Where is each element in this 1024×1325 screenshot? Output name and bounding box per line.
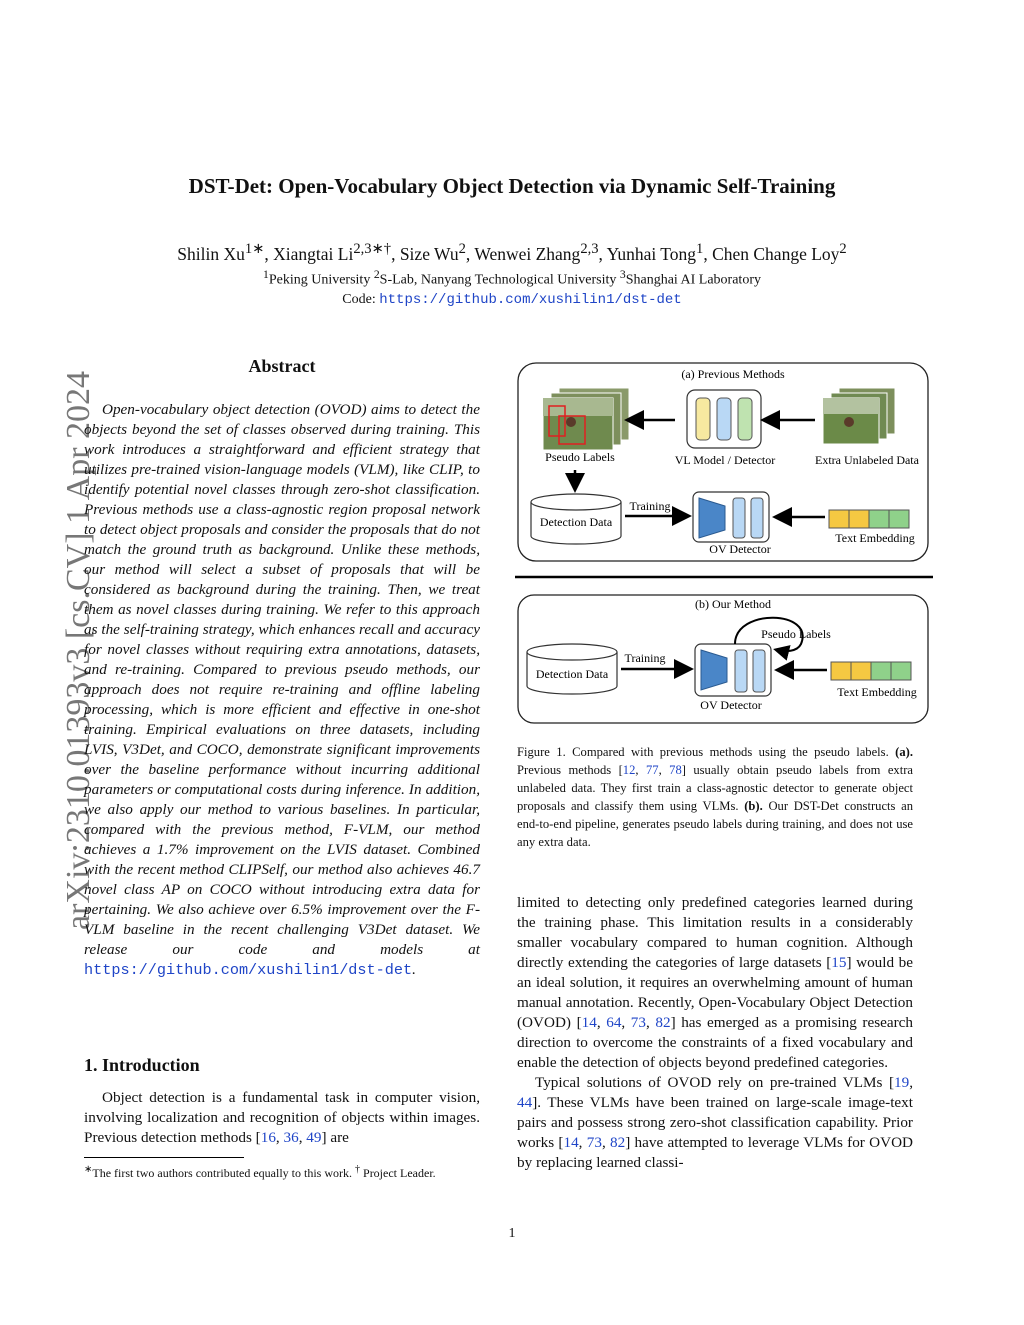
figure-caption: Figure 1. Compared with previous methods using the pseudo labels. (a). Previous methods [12, 77, 78] usually obtain pseudo labels from extra unlabeled data. They first train a class-agnostic detector to generate object proposals and classify them using VLMs. (b). Our DST-Det constructs an end-to-end pipeline, generates pseudo labels during training, and does not use any extra data. [517, 745, 914, 849]
text-embedding-label: Text Embedding [835, 531, 915, 545]
training-label: Training [629, 499, 671, 513]
author-name: Size Wu [399, 243, 459, 264]
paper-title: DST-Det: Open-Vocabulary Object Detection via Dynamic Self-Training [188, 174, 836, 198]
citation-link[interactable]: 73 [630, 1014, 646, 1031]
citation-link[interactable]: 73 [586, 1134, 602, 1151]
ov-detector-block [695, 644, 771, 696]
panel-b-title: (b) Our Method [695, 597, 771, 611]
arxiv-sidebar [22, 360, 97, 930]
citation-link[interactable]: 36 [283, 1129, 299, 1146]
extra-unlabeled-label: Extra Unlabeled Data [815, 453, 919, 467]
detection-data-label: Detection Data [535, 667, 609, 681]
vl-block [696, 398, 710, 440]
abstract-code-link[interactable]: https://github.com/xushilin1/dst-det [84, 961, 413, 979]
training-label: Training [624, 651, 666, 665]
citation-link[interactable]: 14 [581, 1014, 597, 1031]
pseudo-labels-label: Pseudo Labels [545, 450, 615, 464]
paragraph: Typical solutions of OVOD rely on pre-trained VLMs [19, 44]. These VLMs have been trained on large-scale image-text pairs and possess strong zero-shot classification capability. Prior works [14, 73, 82] have attempted to leverage VLMs for OVOD by replacing learned classi- [517, 1074, 914, 1171]
page-number: 1 [508, 1226, 516, 1241]
footnote: ∗The first two authors contributed equally to this work. † Project Leader. [84, 1164, 436, 1180]
citation-link[interactable]: 77 [645, 763, 659, 777]
citation-link[interactable]: 64 [606, 1014, 622, 1031]
pseudo-labeled-images [543, 388, 629, 450]
paragraph: limited to detecting only predefined categories learned during the training phase. This limitation results in a considerably smaller vocabulary compared to human cognition. Although directly extending the categories of large datasets [15] would be an ideal solution, it requires an overwhelming amount of human manual annotation. Recently, Open-Vocabulary Object Detection (OVOD) [14, 64, 73, 82] has emerged as a promising research direction to overcome the constraints of a fixed vocabulary and enable the detection of objects beyond predefined categories. [517, 894, 913, 1071]
embedding-cell [889, 510, 909, 528]
citation-link[interactable]: 15 [831, 954, 847, 971]
figure-1 [515, 360, 935, 730]
citation-link[interactable]: 82 [655, 1014, 671, 1031]
vl-block [738, 398, 752, 440]
right-column-text [517, 893, 913, 1173]
embedding-cell [829, 510, 849, 528]
abstract-text: Open-vocabulary object detection (OVOD) aims to detect the objects beyond the set of classes observed during training. This work introduces a straightforward and efficient strategy that utilizes pre-trained vision-language models (VLM), like CLIP, to identify potential novel classes through zero-shot classification. Previous methods use a class-agnostic region proposal network to detect object proposals and consider the proposals that do not match the ground truth as background. Unlike these methods, our method will select a subset of proposals that will be considered as background during the training. Then, we treat them as novel classes during training. We refer to this approach as the self-training strategy, which enhances recall and accuracy for novel classes without requiring extra annotations, datasets, and re-training. Compared to previous pseudo methods, our approach does not require re-training and offline labeling processing, which is more efficient and effective in one-shot training. Empirical evaluations on three datasets, including LVIS, V3Det, and COCO, demonstrate significant improvements over the baseline performance without incurring additional parameters or computational costs during inference. In addition, we also apply our method to various baselines. In particular, compared with the previous method, F-VLM, our method achieves a 1.7% improvement on the LVIS dataset. Combined with the recent method CLIPSelf, our method also achieves 46.7 novel class AP on COCO without introducing extra data for pertaining. We also achieve over 6.5% improvement over the F-VLM baseline in the recent challenging V3Det dataset. We release our code and models at https://github.com/xushilin1/dst-det. [84, 401, 480, 979]
footnote-rule [84, 1157, 244, 1158]
citation-link[interactable]: 82 [610, 1134, 626, 1151]
vl-model-label: VL Model / Detector [674, 453, 776, 467]
embedding-cell [831, 662, 851, 680]
pseudo-labels-label: Pseudo Labels [761, 627, 831, 641]
ov-detector-block [693, 492, 769, 542]
citation-link[interactable]: 78 [669, 763, 682, 777]
author-name: Yunhai Tong [606, 243, 697, 264]
embedding-cell [849, 510, 869, 528]
abstract-heading: Abstract [248, 356, 316, 376]
embedding-cell [871, 662, 891, 680]
section-heading-introduction: 1. Introduction [84, 1055, 200, 1075]
embedding-cell [869, 510, 889, 528]
citation-link[interactable]: 44 [517, 1094, 533, 1111]
text-embedding-label: Text Embedding [837, 685, 917, 699]
vl-block [717, 398, 731, 440]
panel-a-title: (a) Previous Methods [681, 367, 785, 381]
code-link[interactable]: https://github.com/xushilin1/dst-det [379, 292, 682, 308]
citation-link[interactable]: 49 [306, 1129, 322, 1146]
citation-link[interactable]: 12 [622, 763, 636, 777]
author-name: Wenwei Zhang [474, 243, 581, 264]
unlabeled-images [823, 388, 895, 444]
citation-link[interactable]: 16 [260, 1129, 276, 1146]
author-list: Shilin $Xu^{1∗}$, Xiangtai $Li^{2,3∗\dagger}$, Size Wu$^2$, Wenwei Zhang$^{2,3}$, Yunhai Tong$^1$, Chen Change Loy$^2$ [177, 241, 847, 264]
ov-detector-label: OV Detector [709, 542, 771, 556]
author-name: Chen Change Loy [712, 243, 840, 264]
detection-data-label: Detection Data [539, 515, 613, 529]
citation-link[interactable]: 14 [563, 1134, 579, 1151]
citation-link[interactable]: 19 [894, 1074, 910, 1091]
ov-detector-label: OV Detector [700, 698, 762, 712]
embedding-cell [891, 662, 911, 680]
code-line: Code: https://github.com/xushilin1/dst-det [342, 292, 682, 308]
intro-text: Object detection is a fundamental task in computer vision, involving localization and recognition of objects within images. Previous detection methods [16, 36, 49] are [84, 1089, 480, 1146]
author-name: Xiangtai Li [273, 243, 354, 264]
arxiv-id: arXiv:2310.01393v3 [cs.CV] 1 Apr 2024 [60, 370, 97, 930]
author-name: Shilin Xu [177, 243, 245, 264]
embedding-cell [851, 662, 871, 680]
affiliations: $^1$Peking University $^2$S-Lab, Nanyang Technological University $^3$Shanghai AI Laboratory [263, 268, 761, 288]
